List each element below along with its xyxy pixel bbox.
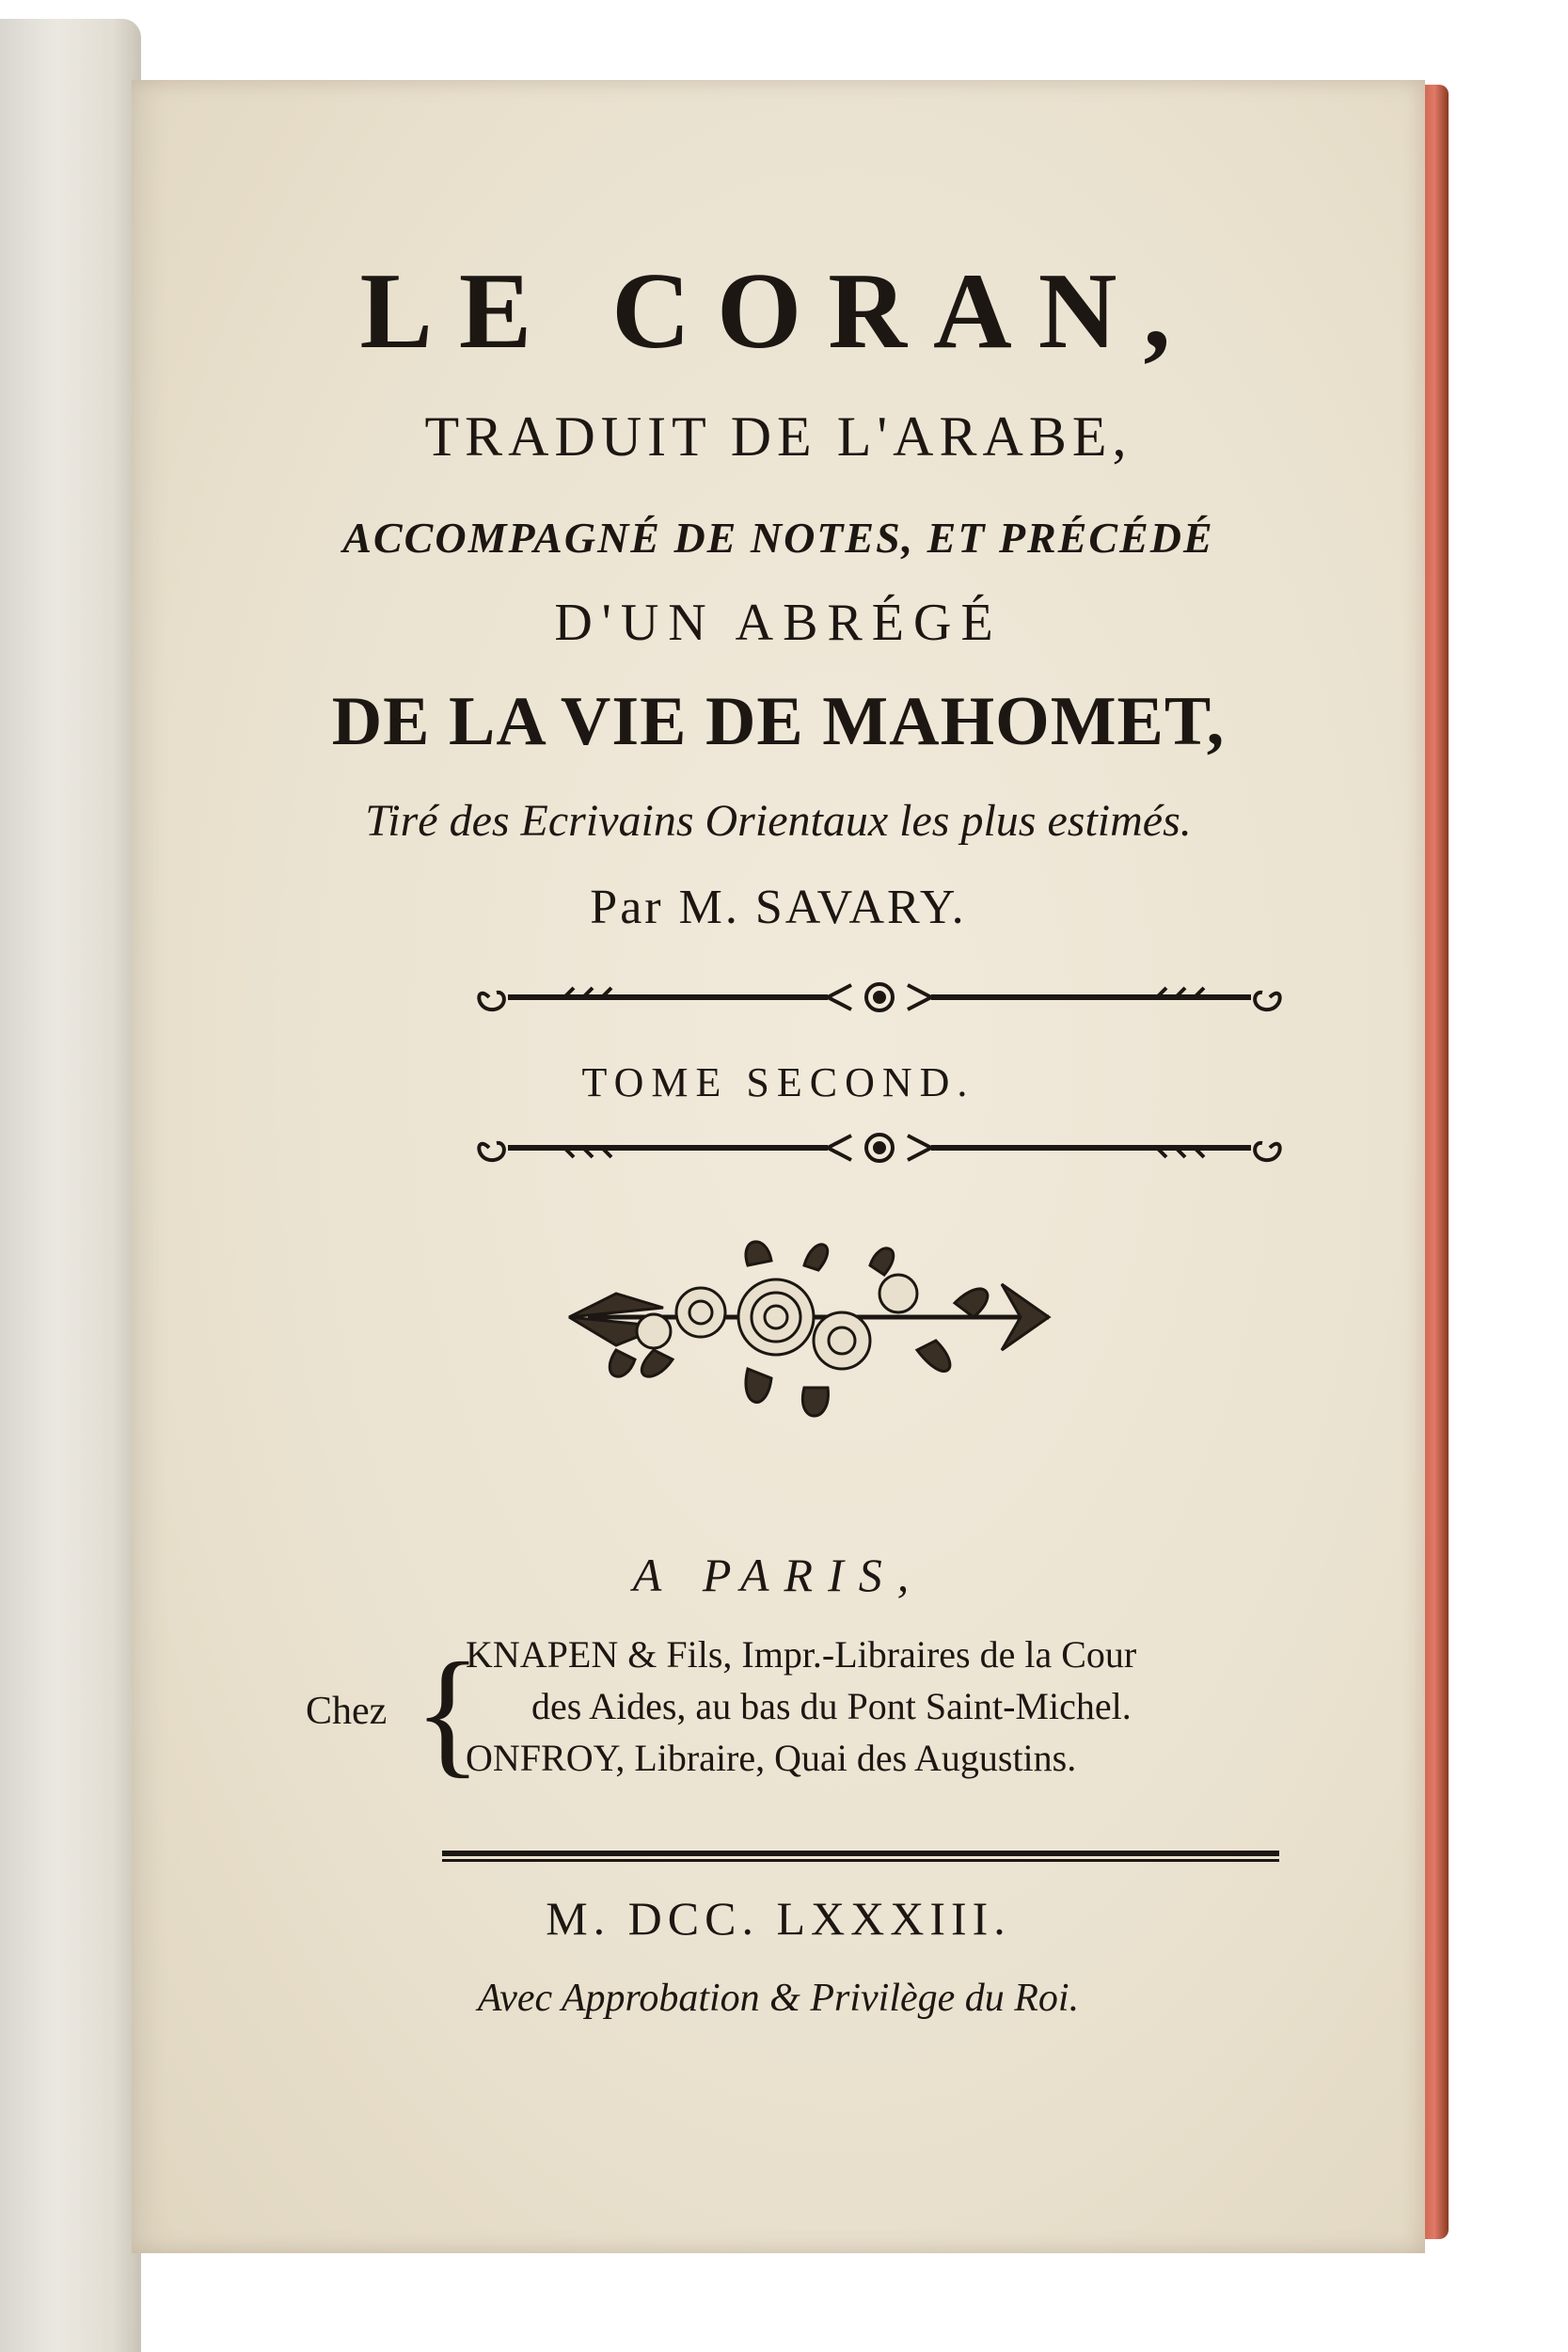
- brace-glyph: {: [414, 1634, 482, 1790]
- publisher-line-1: KNAPEN & Fils, Impr.-Libraires de la Cour: [466, 1633, 1137, 1676]
- book-title: LE CORAN,: [359, 251, 1197, 372]
- subtitle-translated: TRADUIT DE L'ARABE,: [424, 405, 1132, 468]
- subtitle-notes: ACCOMPAGNÉ DE NOTES, ET PRÉCÉDÉ: [342, 514, 1214, 562]
- publisher-line-3: ONFROY, Libraire, Quai des Augustins.: [466, 1737, 1077, 1779]
- ornamental-rule-bottom: [470, 1124, 1289, 1171]
- publisher-block: [306, 1632, 1340, 1802]
- flower-vignette: [560, 1228, 1086, 1435]
- subtitle-origin: Tiré des Ecrivains Orientaux les plus estimés.: [365, 796, 1192, 846]
- publisher-line-2: des Aides, au bas du Pont Saint-Michel.: [531, 1685, 1132, 1727]
- volume-label: TOME SECOND.: [581, 1059, 975, 1105]
- publication-year: M. DCC. LXXXIII.: [546, 1892, 1011, 1945]
- ornamental-rule-top: [470, 974, 1289, 1021]
- author-line: Par M. SAVARY.: [590, 881, 967, 934]
- subtitle-life: DE LA VIE DE MAHOMET,: [331, 683, 1226, 760]
- facing-page: [0, 19, 141, 2352]
- subtitle-abridged: D'UN ABRÉGÉ: [554, 594, 1003, 652]
- approval-line: Avec Approbation & Privilège du Roi.: [477, 1977, 1080, 2020]
- imprint-city: A PARIS,: [632, 1549, 925, 1601]
- chez-label: Chez: [306, 1690, 388, 1733]
- imprint-rule: [442, 1849, 1279, 1866]
- title-page: [132, 80, 1425, 2253]
